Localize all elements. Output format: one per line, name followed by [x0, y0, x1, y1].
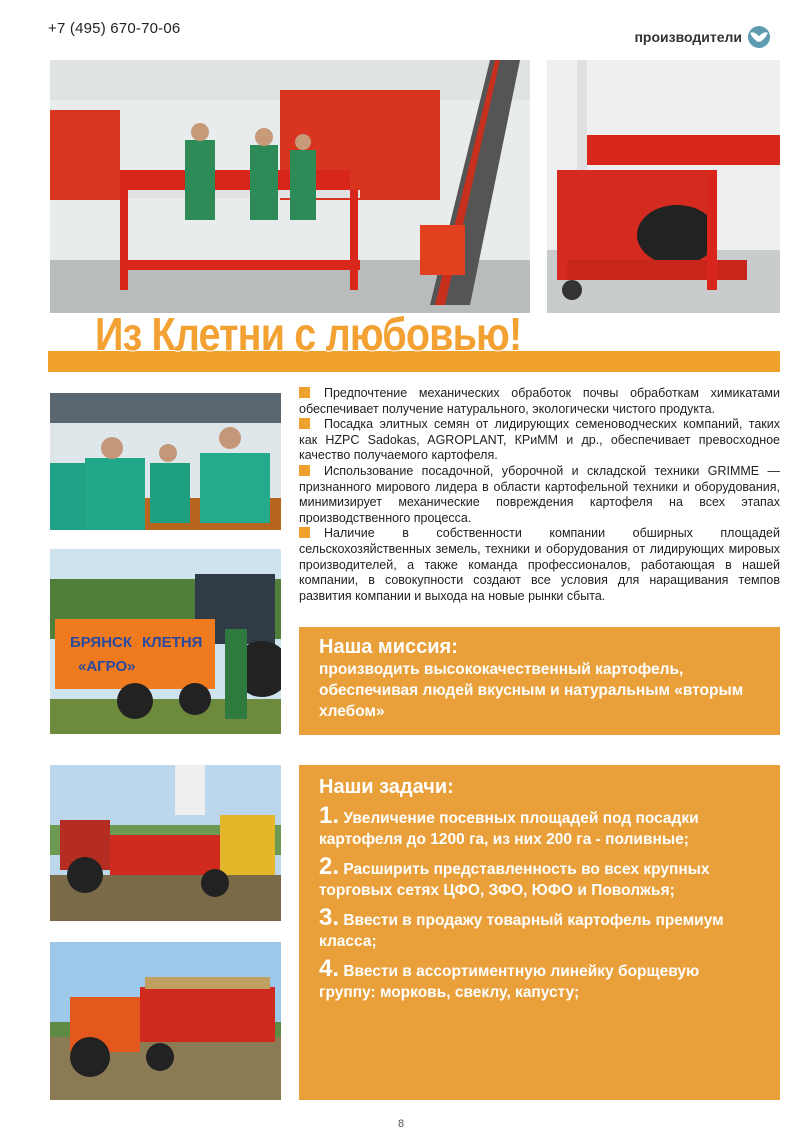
bullet-square-icon — [299, 418, 310, 429]
list-item: Предпочтение механических обработок почвы обработкам химикатами обеспечивает получение натурального, экологически чистого продукта. — [299, 386, 780, 416]
list-item: Посадка элитных семян от лидирующих семеноводческих компаний, таких как HZPC Sadokas, AGROPLANT, КРиММ и др., обеспечивает превосходное качество получаемого картофеля. — [299, 417, 780, 463]
list-item: Использование посадочной, уборочной и складской техники GRIMME — признанного мирового лидера в области картофельной техники и оборудования, минимизирует механические повреждения картофеля на всех этапах производственного процесса. — [299, 463, 780, 525]
mission-box — [299, 627, 780, 735]
photo-red-machine — [547, 60, 780, 313]
phone-number: +7 (495) 670-70-06 — [48, 20, 181, 37]
photo-planter — [50, 765, 281, 921]
task-item: 3. Ввести в продажу товарный картофель премиум класса; — [319, 904, 724, 950]
trailer-text-2: КЛЕТНЯ — [142, 634, 203, 651]
photo-sorting-line — [50, 60, 530, 313]
photo-workers — [50, 393, 281, 530]
task-item: 1. Увеличение посевных площадей под посадки картофеля до 1200 га, из них 200 га - поливные; — [319, 802, 699, 848]
task-item: 2. Расширить представленность во всех крупных торговых сетях ЦФО, ЗФО, ЮФО и Поволжья; — [319, 853, 710, 899]
trailer-text-3: «АГРО» — [78, 658, 136, 675]
trailer-text-1: БРЯНСК — [70, 634, 133, 651]
leaf-logo-icon — [748, 26, 770, 48]
mission-text: производить высококачественный картофель, обеспечивая людей вкусным и натуральным «вторым хлебом» — [319, 661, 744, 720]
bullet-square-icon — [299, 387, 310, 398]
advantages-list — [299, 386, 780, 604]
task-item: 4. Ввести в ассортиментную линейку борщевую группу: морковь, свеклу, капусту; — [319, 955, 700, 1001]
bullet-square-icon — [299, 527, 310, 538]
section-title: производители — [634, 29, 742, 45]
photo-harvester — [50, 942, 281, 1100]
bullet-square-icon — [299, 465, 310, 476]
list-item: Наличие в собственности компании обширных площадей сельскохозяйственных земель, техники и оборудования от лидирующих мировых производителей, а также команда профессионалов, работающая в нашей компании, в совокупности создают все условия для наращивания темпов развития компании и выхода на новые рынки сбыта. — [299, 526, 780, 603]
section-label — [634, 26, 770, 48]
headline: Из Клетни с любовью! — [95, 308, 522, 360]
photo-trailer — [50, 549, 281, 734]
mission-title: Наша миссия: — [319, 636, 458, 658]
page-number: 8 — [398, 1118, 405, 1130]
tasks-box — [299, 765, 780, 1100]
tasks-title: Наши задачи: — [319, 776, 454, 798]
